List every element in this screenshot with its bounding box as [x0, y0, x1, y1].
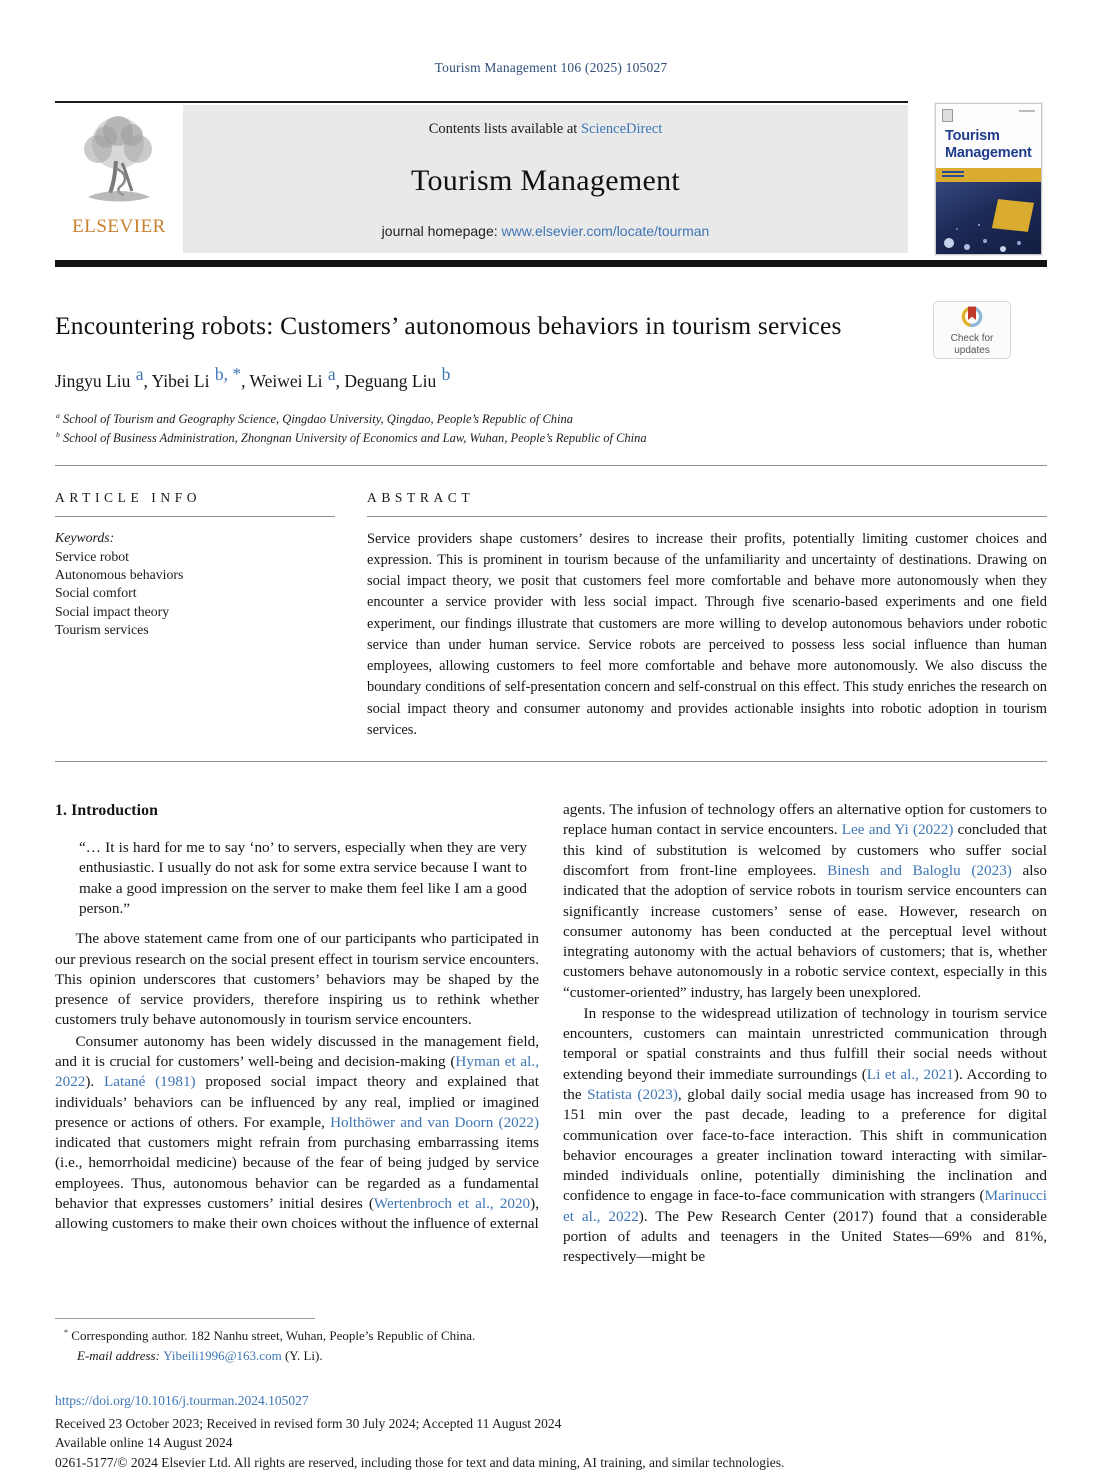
citation-link[interactable]: Binesh and Baloglu (2023): [827, 861, 1012, 879]
body-paragraph: Consumer autonomy has been widely discussed in the management field, and it is crucial for customers’ well-being and decision-making (Hyman et al., 2022). Latané (1981) proposed social impact theory and explained that individuals’ behaviors can be influenced by any real, implied or imagined presence or actions of others. For example, Holthöwer and van Doorn (2022) indicated that customers might refrain from purchasing embarrassing items (i.e., hemorrhoidal medicine) because of the fear of being judged by service employees. Thus, autonomous behavior can be regarded as a fundamental behavior that expresses customers’ initial desires (Wertenbroch et al., 2020), allowing customers to make their own choices without the influence of external: [55, 1032, 539, 1233]
check-for-updates-button[interactable]: [933, 301, 1011, 359]
body-left-column: [55, 800, 539, 1292]
contents-line: Contents lists available at ScienceDirect: [428, 121, 663, 137]
citation-link[interactable]: Hyman et al., 2022: [55, 1052, 539, 1091]
body-paragraph: agents. The infusion of technology offers an alternative option for customers to replace human contact in service encounters. Lee and Yi (2022) concluded that this kind of substitution is welcomed by customers who suffer social discomfort from front-line employees. Binesh and Baloglu (2023) also indicated that the adoption of service robots in tourism service encounters can significantly increase customers’ sense of ease. However, research on consumer autonomy has been conducted at the perceptual level without integrating autonomy with the actual behaviors of customers; that is, whether customers behave autonomously in a robotic service context, especially in this “customer-oriented” industry, has largely been unexplored.: [563, 801, 1047, 1001]
title-block: [55, 311, 1047, 356]
author-list: Jingyu Liu $^a$, Yibei Li $^{b, *}$, Weiwei Li $^a$, Deguang Liu $^b$: [55, 364, 451, 391]
elsevier-wordmark: ELSEVIER: [72, 216, 166, 237]
copyright-line: 0261-5177/© 2024 Elsevier Ltd. All rights are reserved, including those for text and data mining, AI training, and similar technologies.: [55, 1454, 785, 1470]
publication-footer: [55, 1391, 1047, 1472]
keyword-item: Tourism services: [55, 621, 149, 637]
affiliations: [55, 410, 1047, 449]
footnote-divider: [55, 1318, 315, 1319]
available-online: Available online 14 August 2024: [55, 1435, 233, 1451]
divider: [367, 516, 1047, 517]
article-info-column: [55, 490, 335, 741]
elsevier-logo: [55, 105, 183, 253]
info-abstract-section: [55, 466, 1047, 741]
citation-link[interactable]: b, *: [214, 364, 242, 385]
citation-link[interactable]: a: [327, 364, 336, 385]
email-link[interactable]: Yibeili1996@163.com: [163, 1347, 282, 1363]
section-heading-introduction: 1. Introduction: [55, 802, 159, 820]
sciencedirect-link[interactable]: ScienceDirect: [580, 121, 663, 137]
divider: [55, 516, 335, 517]
keywords-label: Keywords:: [55, 529, 115, 545]
keyword-item: Social comfort: [55, 585, 137, 601]
divider: [55, 761, 1047, 762]
received-dates: Received 23 October 2023; Received in revised form 30 July 2024; Accepted 11 August 2024: [55, 1416, 562, 1432]
keyword-item: Autonomous behaviors: [55, 567, 184, 583]
article-info-heading: ARTICLE INFO: [55, 489, 202, 505]
body-right-column: [563, 800, 1047, 1292]
email-note: E-mail address: Yibeili1996@163.com (Y. Li).: [77, 1347, 323, 1363]
elsevier-tree-icon: [70, 200, 168, 217]
homepage-line: journal homepage: www.elsevier.com/locate/tourman: [381, 223, 710, 239]
cover-photo: [936, 182, 1041, 254]
journal-header: [55, 101, 1047, 255]
citation-link[interactable]: Holthöwer and van Doorn (2022): [330, 1113, 539, 1131]
header-divider-bar: [55, 260, 1047, 267]
cover-issue-label: [1019, 110, 1035, 112]
doi-link[interactable]: https://doi.org/10.1016/j.tourman.2024.105027: [55, 1393, 309, 1409]
journal-title: Tourism Management: [410, 163, 681, 197]
cover-yellow-band: [936, 168, 1041, 182]
journal-header-main: [55, 101, 908, 253]
cover-mini-logo: [942, 109, 953, 122]
citation-link[interactable]: Lee and Yi (2022): [841, 821, 954, 839]
citation-link[interactable]: Wertenbroch et al., 2020: [373, 1194, 531, 1212]
cover-title: Tourism Management: [945, 128, 1032, 161]
citation-link[interactable]: Statista (2023): [587, 1086, 678, 1104]
citation-link[interactable]: Latané (1981): [104, 1073, 196, 1091]
abstract-heading: ABSTRACT: [367, 489, 475, 505]
journal-homepage-link[interactable]: www.elsevier.com/locate/tourman: [501, 223, 710, 239]
citation-link[interactable]: a: [135, 364, 144, 385]
participant-quote: “… It is hard for me to say ‘no’ to servers, especially when they are very enthusiastic. I usually do not ask for some extra service because I want to make a good impression on the server to make them feel like I am a good person.”: [79, 839, 527, 918]
article-title: Encountering robots: Customers’ autonomous behaviors in tourism services: [55, 311, 842, 340]
citation-link[interactable]: b: [441, 364, 451, 385]
check-updates-label: Check for updates: [950, 333, 994, 356]
abstract-column: [367, 490, 1047, 741]
affiliation-b: $^b$ School of Business Administration, Zhongnan University of Economics and Law, Wuhan, People’s Republic of China: [56, 430, 647, 446]
body-columns: [55, 800, 1047, 1292]
journal-reference: Tourism Management 106 (2025) 105027: [434, 60, 668, 75]
check-updates-icon: [960, 304, 984, 334]
journal-cover-thumbnail: [935, 103, 1042, 255]
keyword-item: Social impact theory: [55, 603, 170, 619]
corresponding-author-note: * Corresponding author. 182 Nanhu street, Wuhan, People’s Republic of China.: [64, 1327, 476, 1344]
citation-link[interactable]: Marinucci et al., 2022: [563, 1187, 1047, 1225]
citation-link[interactable]: Li et al., 2021: [866, 1065, 954, 1083]
footnote-block: [55, 1318, 1047, 1365]
keywords-block: [55, 529, 335, 639]
journal-banner: [183, 105, 908, 253]
body-paragraph: The above statement came from one of our participants who participated in our previous research on the social present effect in tourism service encounters. This opinion underscores that customers’ behaviors may be shaped by the presence of service providers, therefore inspiring us to rethink whether customers truly behave autonomously in tourism service encounters.: [55, 930, 539, 1029]
body-paragraph: In response to the widespread utilization of technology in tourism service encounters, customers can maintain unrestricted communication through temporal or spatial constraints and thus fulfill their social needs without extending beyond their immediate surroundings (Li et al., 2021). According to the Statista (2023), global daily social media usage has increased from 90 to 151 min over the past decade, leading to a preference for digital communication over face-to-face interaction. This shift in communication behavior encourages a greater inclination toward interacting with similar-minded individuals online, potentially diminishing the inclination and confidence to engage in face-to-face communication with strangers (Marinucci et al., 2022). The Pew Research Center (2017) found that a considerable portion of adults and teenagers in the United States—69% and 81%, respectively—might be: [563, 1004, 1047, 1266]
affiliation-a: $^a$ School of Tourism and Geography Science, Qingdao University, Qingdao, People’s Republic of China: [56, 410, 574, 426]
keyword-item: Service robot: [55, 548, 129, 564]
abstract-text: Service providers shape customers’ desires to increase their profits, potentially limiting customer choices and expression. This is prominent in tourism because of the unfamiliarity and uncertainty of destinations. Drawing on social impact theory, we posit that customers feel more comfortable and behave more autonomously when they encounter a service provider with less social impact. Through five scenario-based experiments and one field experiment, our findings illustrate that customers are more willing to develop autonomous behaviors under robotic service than under human service. Service robots are perceived to possess less social influence than human employees, allowing customers to feel more comfortable and behave more autonomously. We also discuss the boundary conditions of self-presentation concern and self-construal on this effect. This study enriches the research on social impact theory and consumer autonomy and provides actionable insights into robotic adoption in tourism services.: [367, 530, 1047, 738]
